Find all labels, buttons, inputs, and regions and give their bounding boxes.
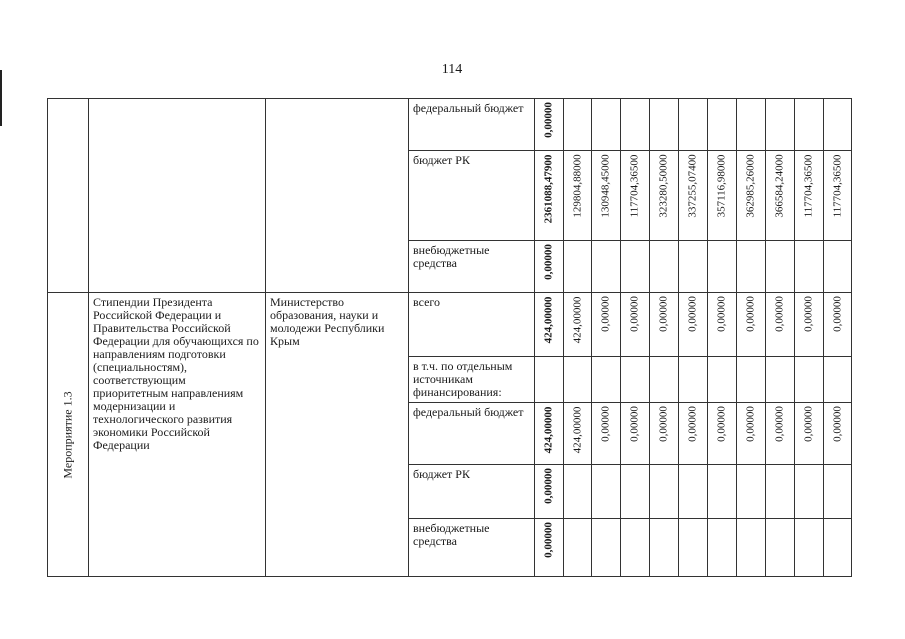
measure-name: Стипендии Президента Российской Федерации и Правительства Российской Федерации для обучающихся по направлениям подготовки (специальностям), соответствующим приоритетным направлениям модернизации и технологического развития экономики Российской Федерации <box>93 295 259 452</box>
year-value-cell <box>650 99 679 151</box>
year-value-cell <box>824 241 852 293</box>
year-value: 337255,07400 <box>686 154 699 218</box>
year-value-cell <box>737 519 766 577</box>
year-value-cell <box>650 465 679 519</box>
year-value-cell <box>650 357 679 403</box>
year-value: 117704,36500 <box>831 154 843 218</box>
year-value-cell <box>564 293 592 357</box>
funding-source-label: в т.ч. по отдельным источникам финансирования: <box>413 359 513 399</box>
total-value: 0,00000 <box>542 102 555 139</box>
year-value-cell <box>592 519 621 577</box>
total-value: 0,00000 <box>542 468 555 505</box>
measure-name-cell <box>89 293 266 577</box>
year-value-cell <box>621 357 650 403</box>
year-value-cell <box>766 293 795 357</box>
year-value-cell <box>824 293 852 357</box>
year-value-cell <box>564 357 592 403</box>
year-value-cell <box>621 519 650 577</box>
year-value-cell <box>766 403 795 465</box>
year-value-cell <box>708 293 737 357</box>
total-cell <box>535 465 564 519</box>
year-value: 0,00000 <box>831 296 843 333</box>
total-cell <box>535 293 564 357</box>
year-value-cell <box>564 519 592 577</box>
year-value: 130948,45000 <box>599 154 612 218</box>
funding-source-cell <box>409 519 535 577</box>
year-value-cell <box>621 241 650 293</box>
year-value-cell <box>564 99 592 151</box>
year-value-cell <box>621 403 650 465</box>
year-value-cell <box>708 465 737 519</box>
year-value: 0,00000 <box>657 406 670 443</box>
year-value: 0,00000 <box>686 406 699 443</box>
year-value-cell <box>708 357 737 403</box>
year-value: 0,00000 <box>686 296 699 333</box>
year-value: 424,00000 <box>571 406 583 454</box>
year-value-cell <box>795 99 824 151</box>
year-value-cell <box>679 357 708 403</box>
year-value: 0,00000 <box>715 296 728 333</box>
year-value-cell <box>679 99 708 151</box>
funding-source-label: внебюджетные средства <box>413 243 490 270</box>
total-value: 0,00000 <box>542 244 555 281</box>
year-value-cell <box>795 465 824 519</box>
total-value: 424,00000 <box>542 296 555 344</box>
table-row <box>48 293 852 357</box>
year-value-cell <box>592 465 621 519</box>
funding-source-cell <box>409 293 535 357</box>
year-value: 0,00000 <box>657 296 670 333</box>
funding-source-label: федеральный бюджет <box>413 101 524 115</box>
measure-label: Мероприятие 1.3 <box>60 390 75 479</box>
budget-table <box>47 98 852 577</box>
total-cell <box>535 403 564 465</box>
year-value-cell <box>766 151 795 241</box>
funding-source-label: федеральный бюджет <box>413 405 524 419</box>
total-cell <box>535 241 564 293</box>
year-value-cell <box>824 357 852 403</box>
year-value-cell <box>766 241 795 293</box>
year-value-cell <box>621 293 650 357</box>
year-value-cell <box>824 403 852 465</box>
total-cell <box>535 99 564 151</box>
scan-edge-mark <box>0 70 2 126</box>
year-value-cell <box>708 151 737 241</box>
funding-source-label: всего <box>413 295 441 309</box>
year-value-cell <box>766 465 795 519</box>
year-value-cell <box>795 519 824 577</box>
year-value-cell <box>592 357 621 403</box>
year-value-cell <box>824 151 852 241</box>
year-value-cell <box>564 241 592 293</box>
year-value-cell <box>564 151 592 241</box>
year-value: 424,00000 <box>571 296 583 344</box>
year-value-cell <box>824 465 852 519</box>
year-value-cell <box>708 99 737 151</box>
year-value-cell <box>766 519 795 577</box>
year-value-cell <box>679 403 708 465</box>
funding-source-cell <box>409 151 535 241</box>
year-value-cell <box>592 151 621 241</box>
page-number: 114 <box>441 62 463 77</box>
year-value-cell <box>592 241 621 293</box>
year-value: 0,00000 <box>773 296 786 333</box>
year-value-cell <box>795 151 824 241</box>
year-value-cell <box>621 99 650 151</box>
year-value-cell <box>592 99 621 151</box>
total-value: 2361088,47900 <box>542 154 555 224</box>
year-value-cell <box>795 241 824 293</box>
year-value: 0,00000 <box>599 406 612 443</box>
year-value-cell <box>564 465 592 519</box>
measure-name-cell-empty <box>89 99 266 293</box>
total-value: 0,00000 <box>542 522 555 559</box>
year-value-cell <box>679 465 708 519</box>
year-value-cell <box>766 99 795 151</box>
year-value: 117704,36500 <box>628 154 641 218</box>
year-value-cell <box>708 403 737 465</box>
year-value-cell <box>650 403 679 465</box>
year-value-cell <box>824 99 852 151</box>
table-row <box>48 99 852 151</box>
year-value: 0,00000 <box>802 406 815 443</box>
year-value: 0,00000 <box>802 296 815 333</box>
year-value: 0,00000 <box>715 406 728 443</box>
year-value-cell <box>766 357 795 403</box>
year-value-cell <box>737 465 766 519</box>
funding-source-cell <box>409 403 535 465</box>
year-value-cell <box>737 151 766 241</box>
year-value-cell <box>650 519 679 577</box>
funding-source-cell <box>409 241 535 293</box>
year-value-cell <box>621 151 650 241</box>
year-value-cell <box>795 403 824 465</box>
year-value-cell <box>737 403 766 465</box>
funding-source-label: бюджет РК <box>413 153 470 167</box>
year-value-cell <box>795 357 824 403</box>
year-value: 129804,88000 <box>571 154 583 218</box>
year-value-cell <box>737 241 766 293</box>
funding-source-label: бюджет РК <box>413 467 470 481</box>
year-value-cell <box>737 357 766 403</box>
year-value: 0,00000 <box>831 406 843 443</box>
year-value: 0,00000 <box>599 296 612 333</box>
funding-source-cell <box>409 357 535 403</box>
total-cell <box>535 519 564 577</box>
table-body <box>48 99 852 577</box>
year-value-cell <box>650 151 679 241</box>
executor-name: Министерство образования, науки и молодежи Республики Крым <box>270 295 385 348</box>
year-value-cell <box>679 293 708 357</box>
year-value-cell <box>679 519 708 577</box>
year-value-cell <box>708 519 737 577</box>
measure-label-cell-empty <box>48 99 89 293</box>
year-value-cell <box>621 465 650 519</box>
year-value-cell <box>824 519 852 577</box>
executor-cell-empty <box>266 99 409 293</box>
year-value-cell <box>650 241 679 293</box>
year-value: 0,00000 <box>628 296 641 333</box>
year-value-cell <box>679 151 708 241</box>
executor-cell <box>266 293 409 577</box>
year-value-cell <box>737 293 766 357</box>
year-value: 366584,24000 <box>773 154 786 218</box>
year-value-cell <box>650 293 679 357</box>
year-value: 0,00000 <box>773 406 786 443</box>
year-value-cell <box>708 241 737 293</box>
year-value: 0,00000 <box>744 406 757 443</box>
total-value: 424,00000 <box>542 406 555 454</box>
year-value: 0,00000 <box>628 406 641 443</box>
year-value: 117704,36500 <box>802 154 815 218</box>
year-value: 323280,50000 <box>657 154 670 218</box>
year-value: 357116,98000 <box>715 154 728 218</box>
year-value-cell <box>795 293 824 357</box>
year-value: 362985,26000 <box>744 154 757 218</box>
year-value-cell <box>737 99 766 151</box>
year-value-cell <box>592 293 621 357</box>
year-value-cell <box>564 403 592 465</box>
funding-source-label: внебюджетные средства <box>413 521 490 548</box>
funding-source-cell <box>409 465 535 519</box>
year-value-cell <box>592 403 621 465</box>
year-value-cell <box>679 241 708 293</box>
year-value: 0,00000 <box>744 296 757 333</box>
measure-label-cell <box>48 293 89 577</box>
total-cell <box>535 357 564 403</box>
funding-source-cell <box>409 99 535 151</box>
total-cell <box>535 151 564 241</box>
